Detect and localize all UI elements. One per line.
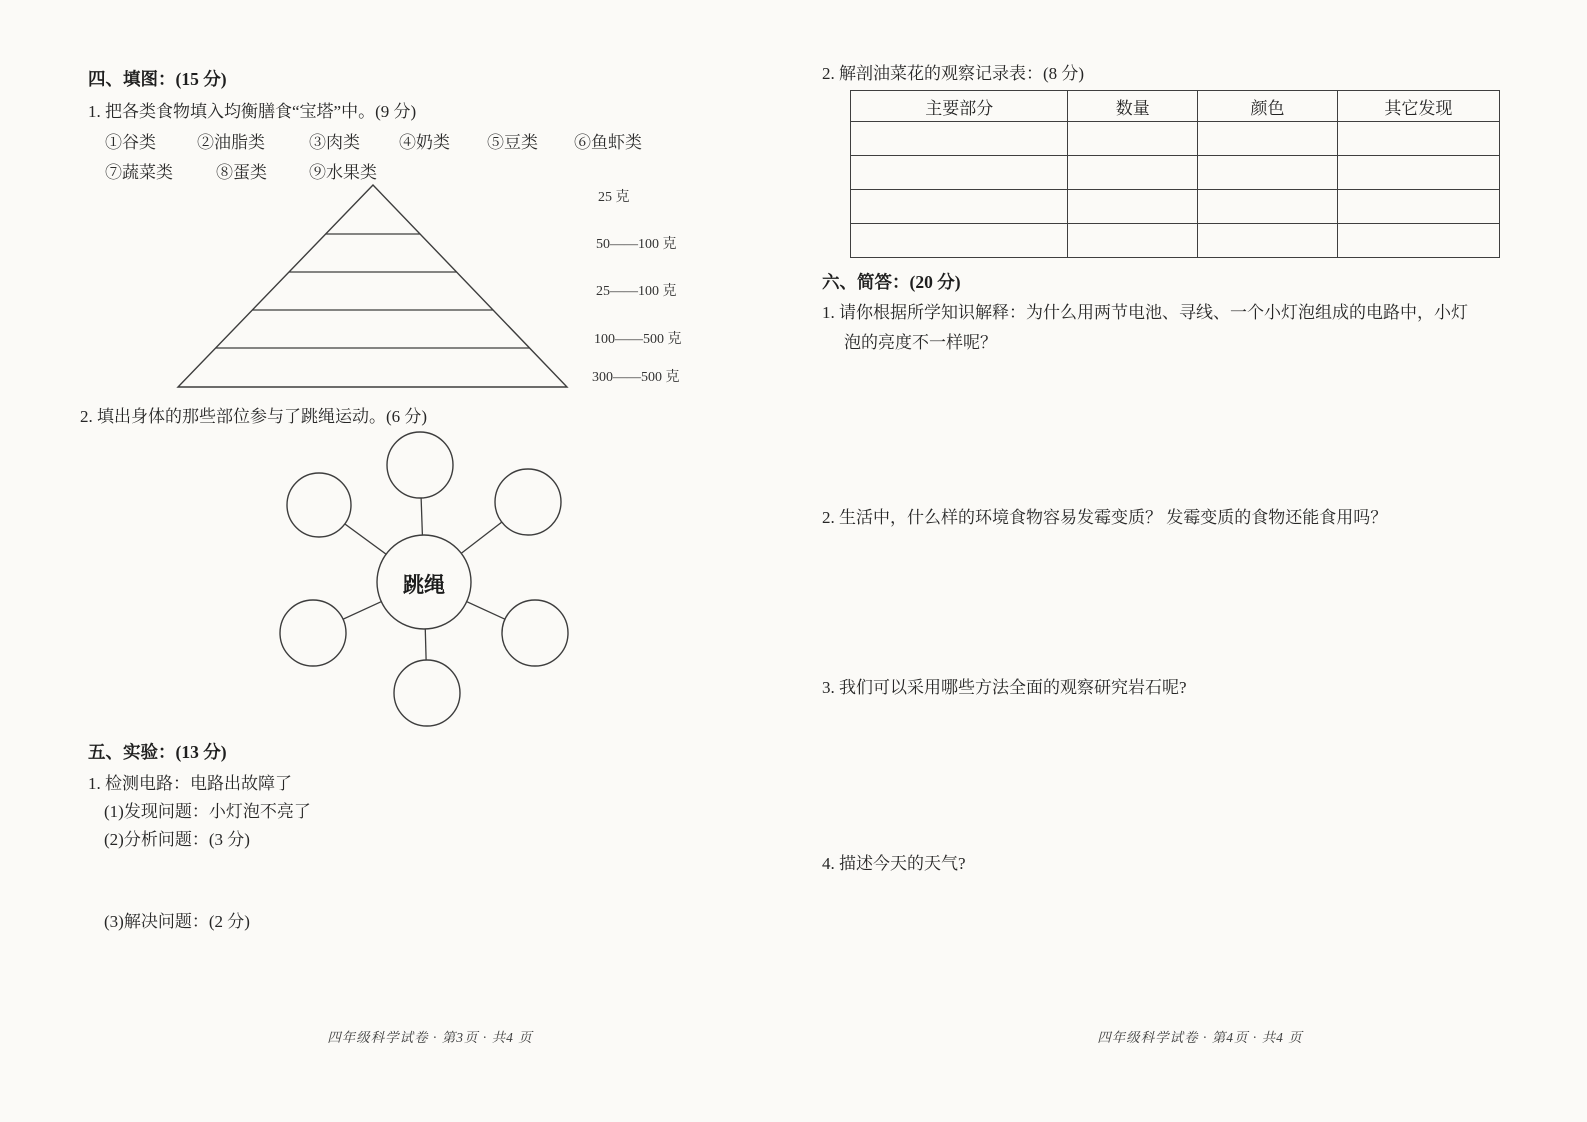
table-header-quantity: 数量	[1068, 91, 1198, 122]
section5-line1: 1. 检测电路：电路出故障了	[88, 774, 292, 793]
table-row	[851, 190, 1500, 224]
section4-question1-text: 1. 把各类食物填入均衡膳食“宝塔”中。(9 分)	[88, 102, 417, 121]
table-cell	[851, 156, 1068, 190]
pyramid-label-level3: 25——100 克	[596, 284, 677, 299]
table-cell	[1068, 156, 1198, 190]
section5-line4: (3)解决问题：(2 分)	[104, 912, 250, 931]
table-header-main-part: 主要部分	[851, 91, 1068, 122]
pyramid-label-level4: 100——500 克	[594, 332, 682, 347]
section6-heading: 六、简答：(20 分)	[822, 272, 961, 292]
table-row	[851, 156, 1500, 190]
table-cell	[1337, 190, 1499, 224]
section4-heading: 四、填图：(15 分)	[88, 69, 227, 89]
food-item-beans: ⑤豆类	[487, 133, 538, 152]
observation-record-table	[850, 90, 1500, 258]
section6-question1-line1: 1. 请你根据所学知识解释：为什么用两节电池、寻线、一个小灯泡组成的电路中，小灯	[822, 303, 1468, 322]
food-item-eggs: ⑧蛋类	[216, 163, 267, 182]
table-cell	[1337, 156, 1499, 190]
table-header-row	[851, 91, 1500, 122]
table-row	[851, 122, 1500, 156]
answer-circle-top	[387, 432, 453, 498]
spider-center-label: 跳绳	[403, 574, 445, 597]
observation-table-title: 2. 解剖油菜花的观察记录表：(8 分)	[822, 64, 1085, 83]
table-row	[851, 224, 1500, 258]
answer-circle-bottom-left	[280, 600, 346, 666]
answer-circle-top-right	[495, 469, 561, 535]
section4-question2-text: 2. 填出身体的那些部位参与了跳绳运动。(6 分)	[80, 407, 428, 426]
table-cell	[851, 190, 1068, 224]
table-cell	[1068, 224, 1198, 258]
table-cell	[1198, 190, 1338, 224]
food-item-milk: ④奶类	[399, 133, 450, 152]
section5-line3: (2)分析问题：(3 分)	[104, 830, 250, 849]
answer-circle-bottom-right	[502, 600, 568, 666]
table-cell	[1337, 224, 1499, 258]
section6-question4: 4. 描述今天的天气?	[822, 854, 966, 873]
page-left	[0, 0, 793, 1122]
food-item-fruits: ⑨水果类	[309, 163, 377, 182]
table-cell	[1198, 122, 1338, 156]
table-cell	[1337, 122, 1499, 156]
table-header-other-findings: 其它发现	[1337, 91, 1499, 122]
food-item-meat: ③肉类	[309, 133, 360, 152]
section6-question1-line2: 泡的亮度不一样呢？	[844, 333, 997, 352]
section5-heading: 五、实验：(13 分)	[88, 742, 227, 762]
table-cell	[1068, 122, 1198, 156]
food-item-grains: ①谷类	[105, 133, 156, 152]
page3-footer: 四年级科学试卷 · 第3页 · 共4 页	[327, 1030, 533, 1045]
section5-line2: (1)发现问题：小灯泡不亮了	[104, 802, 311, 821]
pyramid-label-level2: 50——100 克	[596, 237, 677, 252]
section6-question3: 3. 我们可以采用哪些方法全面的观察研究岩石呢?	[822, 678, 1187, 697]
food-item-vegetables: ⑦蔬菜类	[105, 163, 173, 182]
food-pyramid-diagram	[160, 180, 580, 392]
food-item-oils: ②油脂类	[197, 133, 265, 152]
table-cell	[851, 122, 1068, 156]
section6-question2: 2. 生活中，什么样的环境食物容易发霉变质？ 发霉变质的食物还能食用吗？	[822, 508, 1388, 527]
answer-circle-bottom	[394, 660, 460, 726]
pyramid-label-level5: 300——500 克	[592, 370, 680, 385]
page4-footer: 四年级科学试卷 · 第4页 · 共4 页	[1097, 1030, 1303, 1045]
food-item-fish: ⑥鱼虾类	[574, 133, 642, 152]
table-cell	[1198, 156, 1338, 190]
table-cell	[1068, 190, 1198, 224]
answer-circle-top-left	[287, 473, 351, 537]
table-header-color: 颜色	[1198, 91, 1338, 122]
table-cell	[1198, 224, 1338, 258]
pyramid-label-level1: 25 克	[598, 190, 630, 205]
table-cell	[851, 224, 1068, 258]
pyramid-outline	[178, 185, 567, 387]
